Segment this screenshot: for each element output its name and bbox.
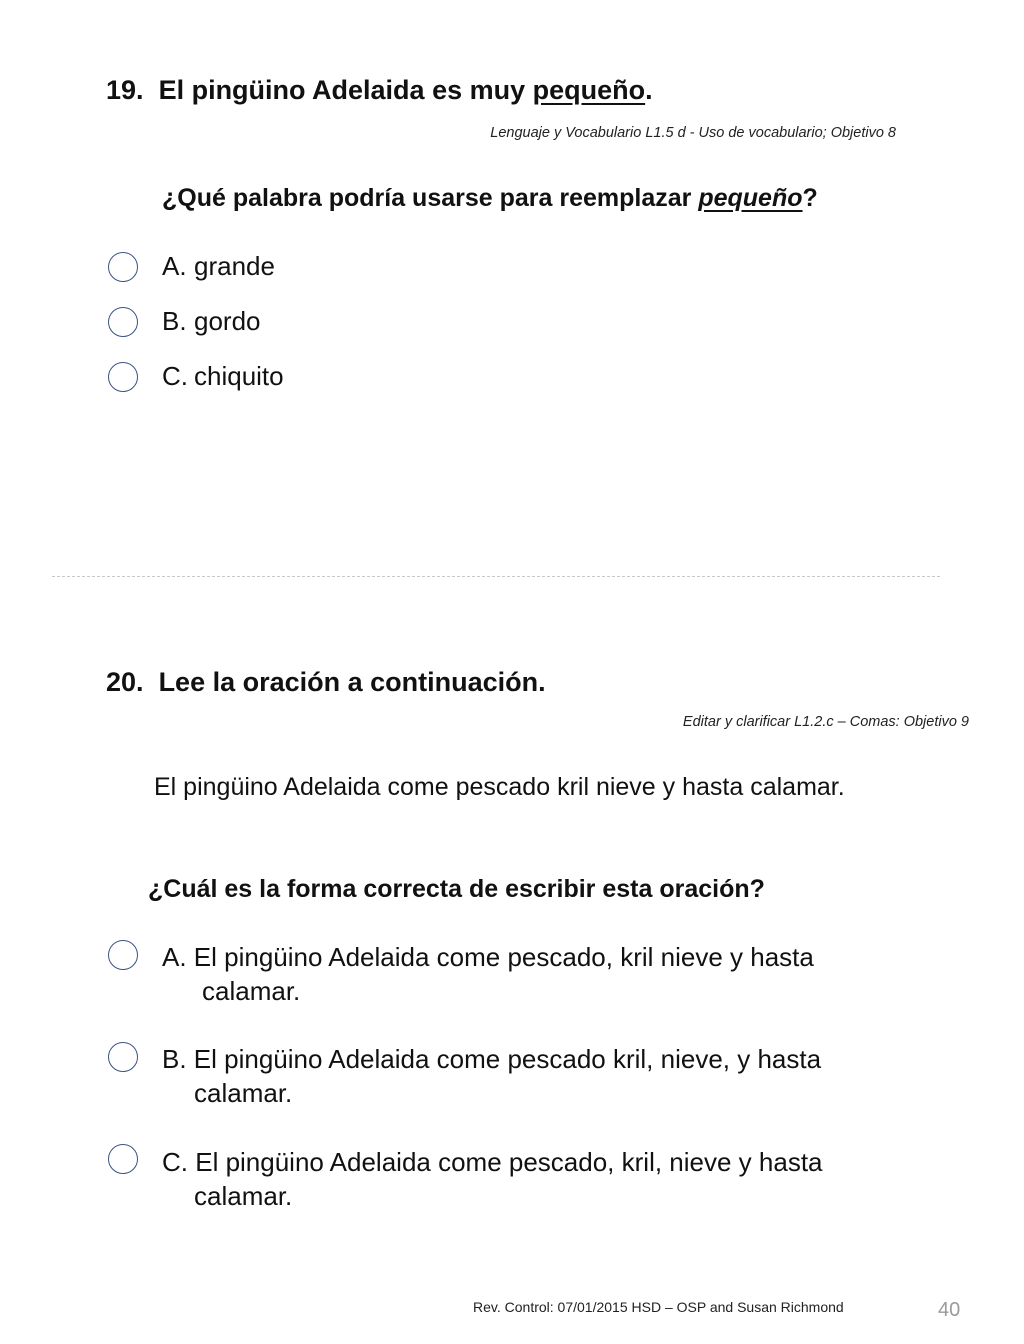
q20-option-a[interactable]: [162, 940, 814, 1008]
prompt-end: ?: [802, 184, 818, 212]
option-text: gordo: [194, 306, 261, 336]
q19-option-c[interactable]: [162, 361, 284, 391]
option-line-1: A. El pingüino Adelaida come pescado, kril nieve y hasta: [162, 942, 814, 972]
option-line-2: calamar.: [202, 976, 301, 1006]
question-19-prompt: [162, 183, 818, 213]
question-title-end: .: [645, 75, 653, 105]
option-line-2: calamar.: [194, 1078, 293, 1108]
question-number: 20.: [106, 667, 144, 697]
option-letter: B.: [162, 306, 187, 336]
option-text: chiquito: [194, 361, 284, 391]
section-divider: [52, 576, 940, 577]
underlined-word: pequeño: [532, 75, 646, 105]
question-20-title: [106, 666, 546, 698]
revision-footer: Rev. Control: 07/01/2015 HSD – OSP and Susan Richmond: [473, 1299, 844, 1315]
option-line-1: C. El pingüino Adelaida come pescado, kril, nieve y hasta: [162, 1147, 823, 1177]
question-title-text: El pingüino Adelaida es muy: [158, 75, 533, 105]
q20-option-c-radio[interactable]: [108, 1144, 138, 1174]
option-line-2: calamar.: [194, 1181, 293, 1211]
prompt-text: ¿Qué palabra podría usarse para reemplazar: [162, 184, 699, 212]
q20-option-b[interactable]: [162, 1042, 821, 1110]
q20-option-c[interactable]: [162, 1145, 823, 1213]
q20-option-b-radio[interactable]: [108, 1042, 138, 1072]
question-number: 19.: [106, 75, 144, 105]
page-number: 40: [938, 1299, 961, 1321]
option-letter: C.: [162, 361, 188, 391]
q19-option-b-radio[interactable]: [108, 307, 138, 337]
option-letter: A.: [162, 251, 187, 281]
question-20-standard: Editar y clarificar L1.2.c – Comas: Objetivo 9: [682, 714, 969, 730]
q19-option-a-radio[interactable]: [108, 252, 138, 282]
q19-option-b[interactable]: [162, 306, 261, 336]
question-title-text: Lee la oración a continuación.: [158, 667, 546, 697]
question-20-prompt: ¿Cuál es la forma correcta de escribir esta oración?: [148, 875, 765, 903]
option-text: grande: [194, 251, 275, 281]
q20-option-a-radio[interactable]: [108, 940, 138, 970]
question-19-standard: Lenguaje y Vocabulario L1.5 d - Uso de vocabulario; Objetivo 8: [490, 125, 896, 141]
question-19-title: [106, 74, 653, 106]
q19-option-a[interactable]: [162, 251, 275, 281]
question-20-sentence: El pingüino Adelaida come pescado kril nieve y hasta calamar.: [154, 773, 845, 801]
prompt-underlined-word: pequeño: [698, 184, 803, 212]
q19-option-c-radio[interactable]: [108, 362, 138, 392]
option-line-1: B. El pingüino Adelaida come pescado kril, nieve, y hasta: [162, 1044, 822, 1074]
